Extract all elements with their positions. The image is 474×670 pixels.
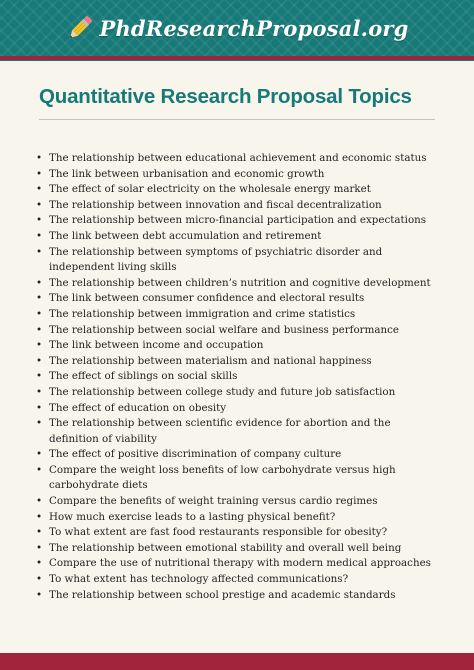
list-item-text: The relationship between educational achievement and economic status	[49, 152, 427, 164]
list-item-text: Compare the use of nutritional therapy with modern medical approaches	[49, 557, 431, 570]
list-item-text: The effect of solar electricity on the wholesale energy market	[49, 183, 371, 196]
title-underline	[39, 119, 435, 120]
site-header	[0, 0, 474, 56]
list-item-text: Compare the weight loss benefits of low carbohydrate versus high	[49, 463, 396, 476]
list-item	[36, 494, 446, 510]
list-item	[36, 447, 446, 463]
list-item	[36, 354, 446, 370]
list-item	[36, 245, 446, 276]
list-item	[36, 556, 446, 572]
list-item-text: The link between income and occupation	[49, 339, 264, 352]
list-item	[36, 369, 446, 385]
list-item	[36, 416, 446, 447]
list-item	[36, 541, 446, 557]
brand-logo[interactable]	[0, 6, 474, 50]
list-item	[36, 307, 446, 323]
list-item-text: The relationship between college study and future job satisfaction	[49, 385, 396, 398]
list-item	[36, 525, 446, 541]
list-item-text: The relationship between school prestige and academic standards	[49, 588, 396, 601]
list-item-text: How much exercise leads to a lasting physical benefit?	[49, 510, 336, 523]
list-item	[36, 572, 446, 588]
list-item	[36, 198, 446, 214]
list-item	[36, 463, 446, 494]
list-item	[36, 151, 446, 167]
list-item	[36, 338, 446, 354]
list-item	[36, 213, 446, 229]
list-item	[36, 323, 446, 339]
list-item	[36, 182, 446, 198]
list-item-text: The link between urbanisation and economic growth	[49, 167, 325, 180]
list-item-text: The effect of education on obesity	[49, 401, 227, 414]
list-item-text: Compare the benefits of weight training versus cardio regimes	[49, 495, 378, 508]
list-item	[36, 385, 446, 401]
list-item-text: The effect of siblings on social skills	[49, 370, 238, 383]
brand-name: PhdResearchProposal.org	[99, 15, 409, 41]
list-item	[36, 167, 446, 183]
list-item	[36, 229, 446, 245]
pencil-icon	[65, 13, 95, 43]
list-item-text: The relationship between emotional stability and overall well being	[49, 541, 402, 554]
list-item-text: The effect of positive discrimination of company culture	[49, 448, 342, 461]
list-item-text: independent living skills	[49, 261, 177, 274]
list-item-text: definition of viability	[49, 432, 157, 445]
topic-list	[36, 151, 446, 603]
header-divider-thin	[0, 60, 474, 61]
list-item-text: The relationship between micro-financial participation and expectations	[49, 214, 427, 227]
footer-bar	[0, 653, 474, 670]
list-item-text: The relationship between symptoms of psychiatric disorder and	[49, 245, 383, 258]
list-item	[36, 401, 446, 417]
list-item-text: carbohydrate diets	[49, 479, 148, 492]
list-item	[36, 276, 446, 292]
list-item	[36, 510, 446, 526]
list-item	[36, 588, 446, 604]
list-item-text: The relationship between innovation and fiscal decentralization	[49, 198, 382, 211]
list-item-text: The relationship between scientific evidence for abortion and the	[49, 417, 391, 430]
list-item-text: The relationship between materialism and national happiness	[49, 354, 372, 367]
list-item-text: The relationship between social welfare and business performance	[49, 323, 400, 336]
list-item-text: The relationship between children’s nutrition and cognitive development	[49, 276, 431, 289]
list-item	[36, 291, 446, 307]
list-item-text: To what extent are fast food restaurants responsible for obesity?	[49, 526, 388, 539]
page-title: Quantitative Research Proposal Topics	[39, 85, 412, 108]
list-item-text: The link between consumer confidence and electoral results	[49, 292, 365, 305]
list-item-text: To what extent has technology affected communications?	[49, 573, 349, 586]
list-item-text: The link between debt accumulation and retirement	[49, 229, 322, 242]
list-item-text: The relationship between immigration and crime statistics	[49, 307, 356, 320]
